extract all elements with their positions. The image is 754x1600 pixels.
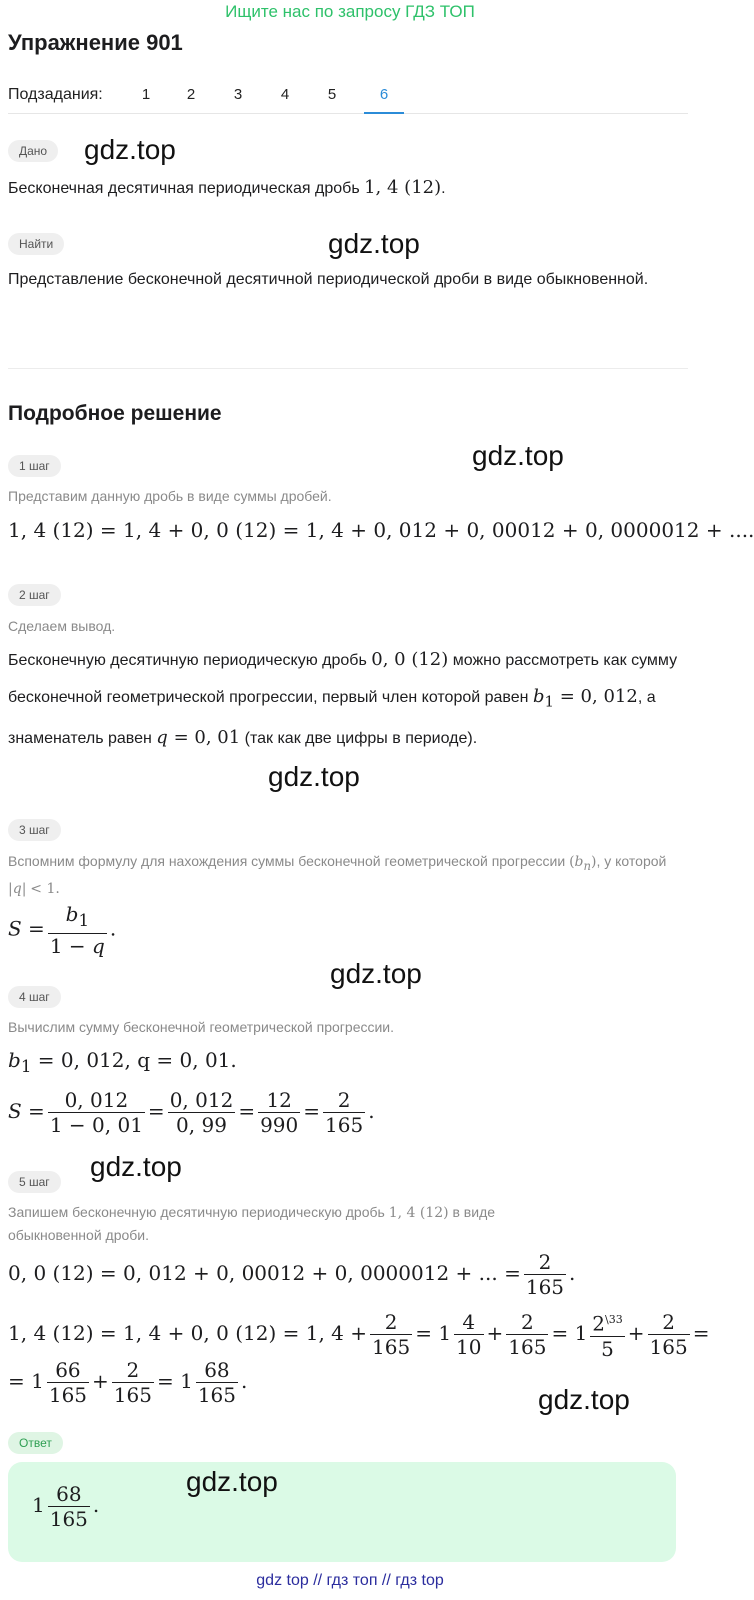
subtasks-label: Подзадания: — [8, 86, 103, 103]
answer-box — [8, 1462, 676, 1562]
step-1-hint: Представим данную дробь в виде суммы дробей. — [8, 488, 332, 504]
step-2-text: Бесконечную десятичную периодическую дробь 0, 0 (12) можно рассмотреть как сумму бесконечной геометрической прогрессии, первый член которой равен $b_1 = 0$, 012, а знаменатель равен q = 0, 01 (так как две цифры в периоде). — [8, 649, 678, 748]
step-4-line1: $b_1 = 0$, 012, q = 0, 01. — [8, 1048, 237, 1076]
subtasks-nav — [8, 80, 688, 116]
subtask-tab-5[interactable]: 5 — [327, 86, 337, 103]
step-3-formula: S = $\frac{b_1}{1 - q}$ . — [8, 902, 117, 958]
watermark: gdz.top — [186, 1466, 278, 1497]
watermark: gdz.top — [538, 1384, 630, 1415]
watermark: gdz.top — [328, 228, 420, 259]
subtask-tab-6[interactable]: 6 — [379, 86, 389, 103]
step-4-chip: 4 шаг — [8, 986, 61, 1008]
subtask-tab-3[interactable]: 3 — [233, 86, 243, 103]
answer-chip: Ответ — [8, 1432, 63, 1454]
step-1-formula: 1, 4 (12) = 1, 4 + 0, 0 (12) = 1, 4 + 0, 012 + 0, 00012 + 0, 0000012 + .... — [8, 518, 754, 542]
step-3-hint: Вспомним формулу для нахождения суммы бесконечной геометрической прогрессии $(b_n)$, у которой |q| < 1. — [8, 853, 667, 897]
watermark: gdz.top — [84, 134, 176, 165]
step-4-hint: Вычислим сумму бесконечной геометрической прогрессии. — [8, 1019, 395, 1035]
watermark: gdz.top — [90, 1151, 182, 1182]
footer-links[interactable]: gdz top // гдз топ // гдз top — [256, 1572, 444, 1589]
top-banner[interactable]: Ищите нас по запросу ГДЗ ТОП — [225, 2, 475, 21]
answer-value: 1 $\frac{68}{165}$ . — [32, 1482, 100, 1531]
watermark: gdz.top — [330, 958, 422, 989]
active-tab-indicator — [364, 112, 404, 114]
subtask-tab-2[interactable]: 2 — [186, 86, 196, 103]
section-divider — [8, 368, 688, 369]
subtask-tab-4[interactable]: 4 — [280, 86, 290, 103]
step-4-line2: S = $\frac{0, 012}{1 - 0, 01}$ = $\frac{0, 012}{0, 99}$ = $\frac{12}{990}$ = $\frac{2}{165}$ . — [8, 1088, 375, 1137]
given-chip: Дано — [8, 140, 58, 162]
subtasks-divider — [8, 113, 688, 114]
solution-title: Подробное решение — [8, 402, 222, 425]
step-5-hint: Запишем бесконечную десятичную периодическую дробь 1, 4 (12) в виде обыкновенной дроби. — [8, 1204, 496, 1243]
step-5-line2: 1, 4 (12) = 1, 4 + 0, 0 (12) = 1, 4 + $\frac{2}{165}$ = 1 $\frac{4}{10}$ + $\frac{2}{165}$ = 1 $\frac{2^{\backslash 33}}{5}$ + $\frac{2}{165}$ = — [8, 1309, 710, 1361]
step-1-chip: 1 шаг — [8, 455, 61, 477]
find-chip: Найти — [8, 233, 64, 255]
given-text: Бесконечная десятичная периодическая дробь 1, 4 (12). — [8, 177, 446, 198]
step-5-line3: = 1 $\frac{66}{165}$ + $\frac{2}{165}$ = 1 $\frac{68}{165}$ . — [8, 1358, 248, 1407]
watermark: gdz.top — [472, 440, 564, 471]
step-2-chip: 2 шаг — [8, 584, 61, 606]
step-5-chip: 5 шаг — [8, 1171, 61, 1193]
page-title: Упражнение 901 — [8, 30, 183, 55]
subtask-tab-1[interactable]: 1 — [141, 86, 151, 103]
step-3-chip: 3 шаг — [8, 819, 61, 841]
step-2-hint: Сделаем вывод. — [8, 618, 116, 634]
watermark: gdz.top — [268, 761, 360, 792]
step-5-line1: 0, 0 (12) = 0, 012 + 0, 00012 + 0, 0000012 + ... = $\frac{2}{165}$ . — [8, 1250, 576, 1299]
find-text: Представление бесконечной десятичной периодической дроби в виде обыкновенной. — [8, 271, 649, 288]
